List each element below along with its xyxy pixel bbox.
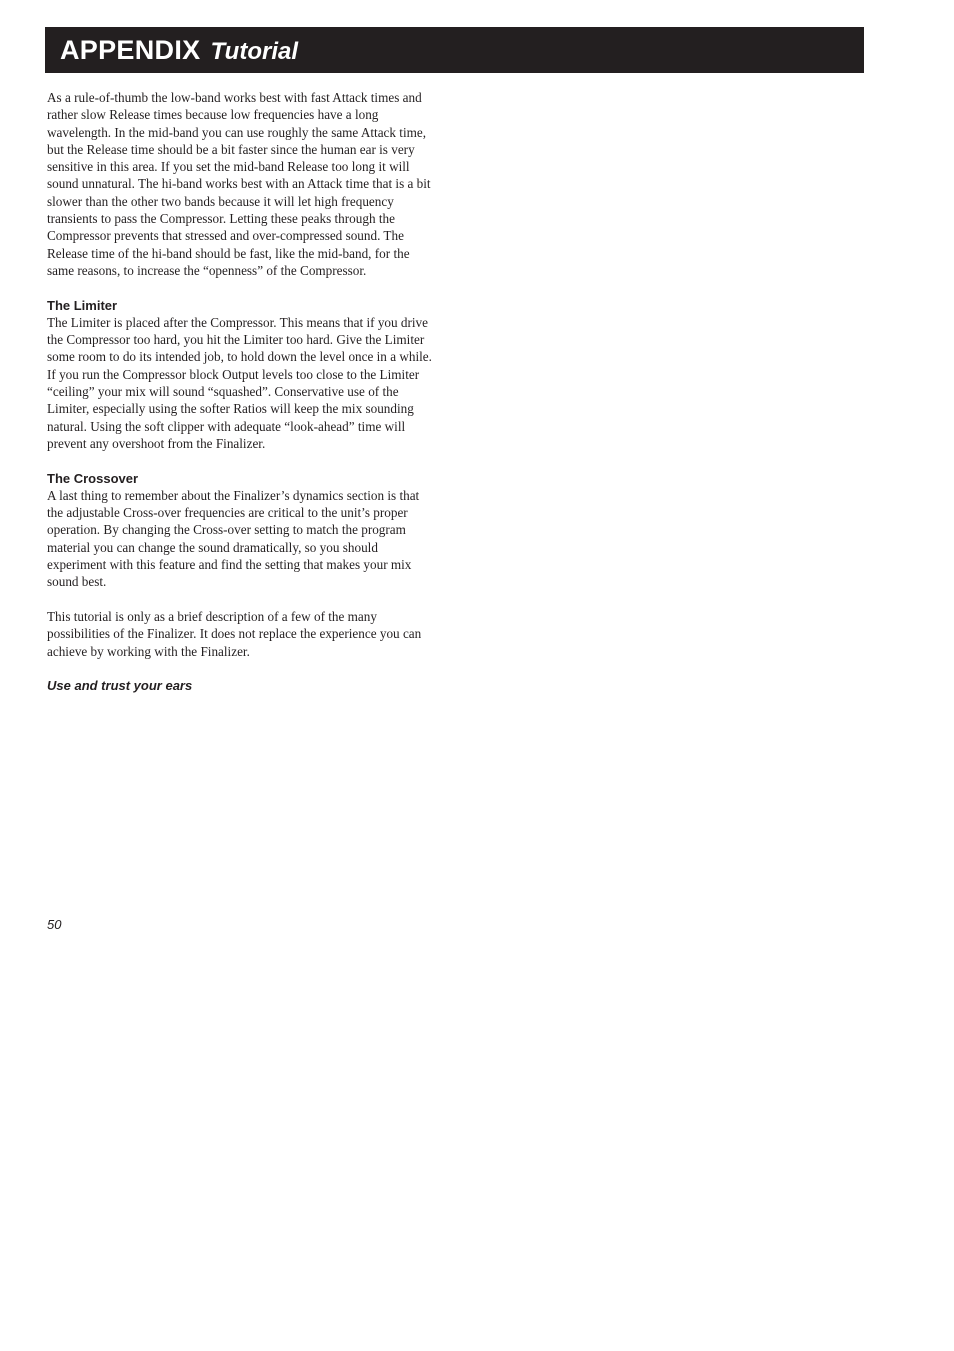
closing-paragraph: This tutorial is only as a brief description of a few of the many possibilities of the Finalizer. It does not replace the experience you can achieve by working with the Finalizer.: [47, 608, 422, 659]
header-title-text: APPENDIX: [60, 35, 201, 65]
main-content: [47, 89, 435, 694]
closing-note: Use and trust your ears: [47, 678, 193, 694]
section-body-crossover: A last thing to remember about the Finalizer’s dynamics section is that the adjustable Cross-over frequencies are critical to the unit’s proper operation. By changing the Cross-over setting to match the program material you can change the sound dramatically, so you should experiment with this feature and find the setting that makes your mix sound best.: [47, 487, 420, 590]
intro-paragraph: As a rule-of-thumb the low-band works best with fast Attack times and rather slow Release times because low frequencies have a long wavelength. In the mid-band you can use roughly the same Attack time, but the Release time should be a bit faster since the human ear is very sensitive in this area. If you set the mid-band Release too long it will sound unnatural. The hi-band works best with an Attack time that is a bit slower than the other two bands because it will let high frequency transients to pass the Compressor. Letting these peaks through the Compressor prevents that stressed and over-compressed sound. The Release time of the hi-band should be fast, like the mid-band, for the same reasons, to increase the “openness” of the Compressor.: [47, 90, 431, 278]
section-body-limiter: The Limiter is placed after the Compressor. This means that if you drive the Compressor too hard, you hit the Limiter too hard. Give the Limiter some room to do its intended job, to hold down the level once in a while. If you run the Compressor block Output levels too close to the Limiter “ceiling” your mix will sound “squashed”. Conservative use of the Limiter, especially using the softer Ratios will keep the mix sounding natural. Using the soft clipper with adequate “look-ahead” time will prevent any overshoot from the Finalizer.: [47, 314, 432, 451]
header-subtitle: Tutorial: [210, 38, 298, 65]
section-heading-crossover: The Crossover: [47, 470, 139, 486]
page-title: [60, 33, 298, 69]
section-heading-limiter: The Limiter: [47, 297, 118, 313]
page-number: 50: [47, 917, 62, 932]
header-bar: [45, 27, 864, 73]
